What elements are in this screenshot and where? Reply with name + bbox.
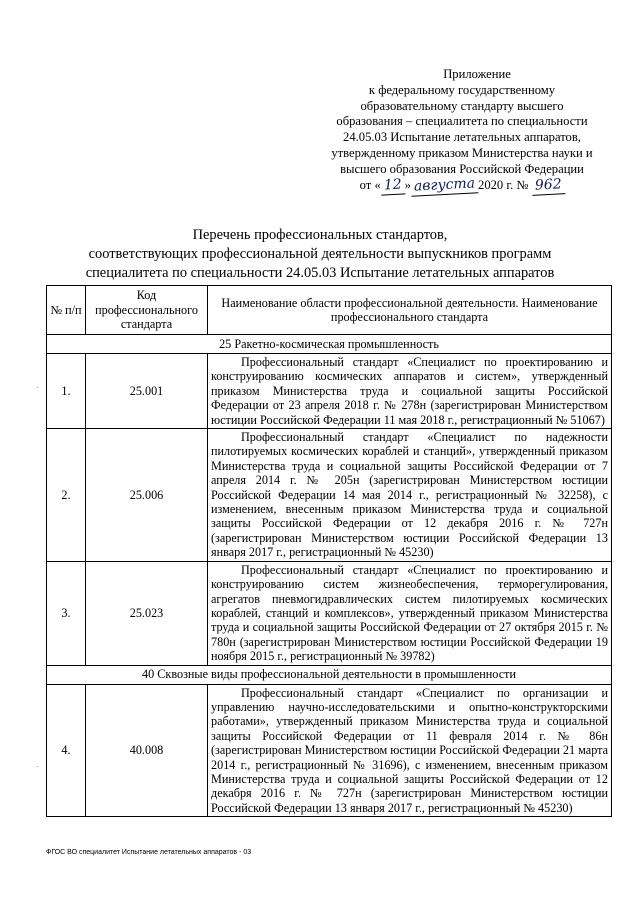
appendix-line: высшего образования Российской Федерации <box>340 161 584 176</box>
heading-line: специалитета по специальности 24.05.03 Испытание летательных аппаратов <box>85 265 555 281</box>
row-text: Профессиональный стандарт «Специалист по проектированию и конструированию космических аппаратов и систем», утвержденный приказом Министерства труда и социальной защиты Российской Федерации от 23 апреля 2018 г. № 278н (зарегистрирован Министерством юстиции Российской Федерации 11 мая 2018 г., регистрационный № 51067) <box>208 354 612 429</box>
handwritten-month: августа <box>410 176 478 196</box>
row-code: 25.023 <box>86 561 208 665</box>
header-num: № п/п <box>47 286 86 335</box>
row-text: Профессиональный стандарт «Специалист по организации и управлению научно-исследовательскими и опытно-конструкторскими работами», утвержденный приказом Министерства труда и социальной защиты Российской Федерации от 11 февраля 2014 г. № 86н (зарегистрирован Министерством юстиции Российской Федерации 21 марта 2014 г., регистрационный № 31696), с изменением, внесенным приказом Министерства труда и социальной защиты Российской Федерации от 12 декабря 2016 г. № 727н (зарегистрирован Министерством юстиции Российской Федерации 13 января 2017 г., регистрационный № 45230) <box>208 684 612 817</box>
table-row <box>47 354 612 429</box>
row-code: 25.006 <box>86 429 208 562</box>
row-num: 1. <box>47 354 86 429</box>
table-row <box>47 684 612 817</box>
appendix-line: образовательному стандарту высшего <box>360 98 564 113</box>
row-code: 40.008 <box>86 684 208 817</box>
table-row <box>47 429 612 562</box>
table-header-row <box>47 286 612 335</box>
handwritten-order-number: 962 <box>531 177 565 195</box>
table-row <box>47 561 612 665</box>
section-row <box>47 665 612 684</box>
heading-line: Перечень профессиональных стандартов, <box>192 227 448 243</box>
handwritten-day: 12 <box>380 177 405 195</box>
order-date-mid: » <box>404 177 411 192</box>
appendix-block <box>312 67 612 194</box>
appendix-line: образования – специалитета по специальности <box>336 114 588 129</box>
row-num: 3. <box>47 561 86 665</box>
order-date-line <box>312 174 612 195</box>
row-num: 2. <box>47 429 86 562</box>
scan-mark: ˙ <box>36 765 39 773</box>
section-title: 40 Сквозные виды профессиональной деятельности в промышленности <box>47 665 612 684</box>
row-num: 4. <box>47 684 86 817</box>
row-text: Профессиональный стандарт «Специалист по проектированию и конструированию систем жизнеобеспечения, терморегулирования, агрегатов пневмогидравлических систем пилотируемых космических кораблей, станций и комплексов», утвержденный приказом Министерства труда и социальной защиты Российской Федерации от 27 октября 2015 г. № 780н (зарегистрирован Министерством юстиции Российской Федерации 19 ноября 2015 г., регистрационный № 39782) <box>208 561 612 665</box>
order-date-prefix: от « <box>359 177 381 192</box>
appendix-line: 24.05.03 Испытание летательных аппаратов, <box>343 130 581 145</box>
header-code: Код профессионального стандарта <box>86 286 208 335</box>
document-heading <box>40 226 600 283</box>
page-footer: ФГОС ВО специалитет Испытание летательных аппаратов - 03 <box>46 849 252 856</box>
appendix-title: Приложение <box>443 67 511 81</box>
standards-table <box>46 285 612 817</box>
appendix-line: к федеральному государственному <box>368 82 556 97</box>
header-name: Наименование области профессиональной деятельности. Наименование профессионального стандарта <box>208 286 612 335</box>
heading-line: соответствующих профессиональной деятельности выпускников программ <box>88 246 552 262</box>
scan-mark: ˙ <box>36 386 39 394</box>
section-title: 25 Ракетно-космическая промышленность <box>47 335 612 354</box>
row-text: Профессиональный стандарт «Специалист по надежности пилотируемых космических кораблей и станций», утвержденный приказом Министерства труда и социальной защиты Российской Федерации от 7 апреля 2014 г. № 205н (зарегистрирован Министерством юстиции Российской Федерации 14 мая 2014 г., регистрационный № 32258), с изменением, внесенным приказом Министерства труда и социальной защиты Российской Федерации от 12 декабря 2016 г. № 727н (зарегистрирован Министерством юстиции Российской Федерации 13 января 2017 г., регистрационный № 45230) <box>208 429 612 562</box>
appendix-line: утвержденному приказом Министерства науки и <box>331 145 593 160</box>
order-year: 2020 г. № <box>478 177 529 192</box>
row-code: 25.001 <box>86 354 208 429</box>
section-row <box>47 335 612 354</box>
